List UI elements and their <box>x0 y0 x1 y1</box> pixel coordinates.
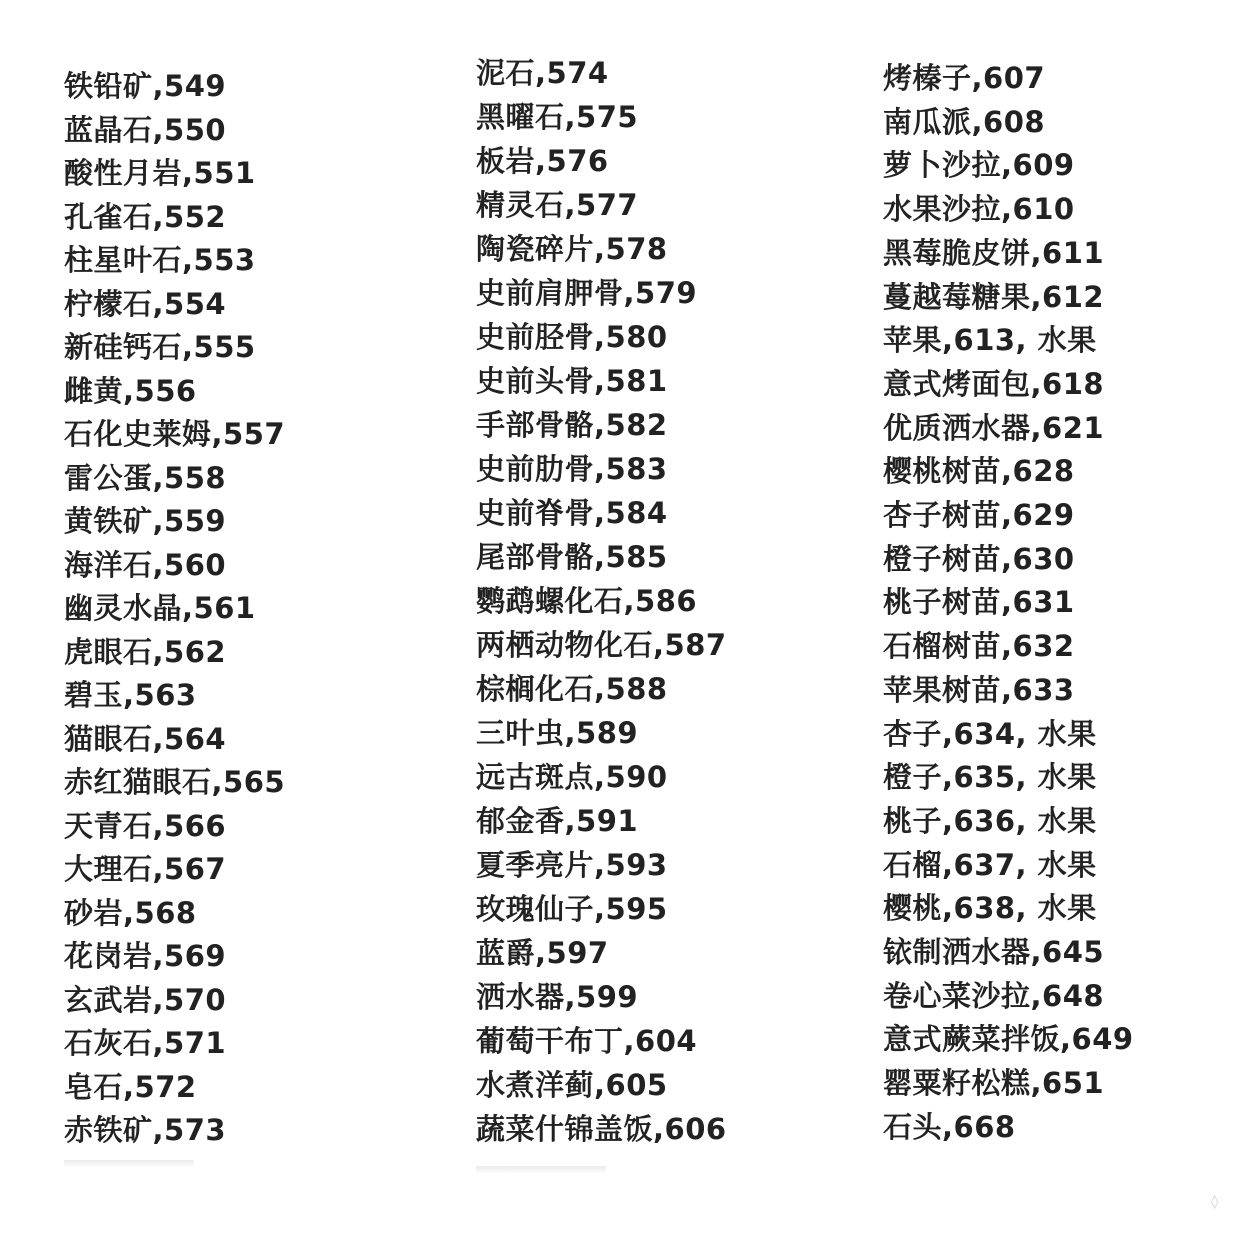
list-item: 杏子,634, 水果 <box>883 716 1097 751</box>
list-item: 泥石,574 <box>476 56 609 90</box>
list-item: 三叶虫,589 <box>476 716 639 750</box>
list-item: 苹果,613, 水果 <box>883 323 1097 358</box>
list-item: 郁金香,591 <box>476 804 639 838</box>
list-item: 砂岩,568 <box>64 895 197 930</box>
list-item: 橙子,635, 水果 <box>883 760 1097 795</box>
list-item: 赤铁矿,573 <box>64 1113 227 1147</box>
list-item: 桃子,636, 水果 <box>883 803 1097 838</box>
list-item: 史前肩胛骨,579 <box>476 276 698 310</box>
list-item: 虎眼石,562 <box>64 634 227 669</box>
list-item: 精灵石,577 <box>476 188 639 222</box>
list-item: 南瓜派,608 <box>883 104 1046 139</box>
list-item: 新硅钙石,555 <box>64 330 256 364</box>
list-item: 花岗岩,569 <box>64 939 227 973</box>
list-item: 黑曜石,575 <box>476 100 639 134</box>
list-item: 碧玉,563 <box>64 678 197 712</box>
list-item: 烤榛子,607 <box>883 61 1046 95</box>
list-item: 黄铁矿,559 <box>64 504 227 538</box>
list-item: 猫眼石,564 <box>64 721 227 756</box>
list-item: 石榴,637, 水果 <box>883 847 1097 882</box>
list-item: 意式烤面包,618 <box>883 366 1105 401</box>
list-item: 幽灵水晶,561 <box>64 591 256 625</box>
list-item: 杏子树苗,629 <box>883 498 1075 532</box>
list-item: 樱桃树苗,628 <box>883 454 1075 489</box>
list-item: 蔓越莓糖果,612 <box>883 279 1105 314</box>
list-item: 石头,668 <box>883 1109 1016 1144</box>
list-item: 苹果树苗,633 <box>883 672 1075 707</box>
list-item: 意式蕨菜拌饭,649 <box>883 1022 1134 1057</box>
list-item: 水煮洋蓟,605 <box>476 1068 668 1102</box>
list-item: 史前肋骨,583 <box>476 452 668 486</box>
list-item: 鹦鹉螺化石,586 <box>476 584 698 618</box>
list-item: 石灰石,571 <box>64 1026 227 1060</box>
cut-off-row <box>64 1160 194 1168</box>
list-item: 史前脊骨,584 <box>476 496 668 530</box>
list-item: 手部骨骼,582 <box>476 408 668 442</box>
list-item: 萝卜沙拉,609 <box>883 148 1075 183</box>
list-item: 史前头骨,581 <box>476 364 668 398</box>
list-item: 玫瑰仙子,595 <box>476 892 668 926</box>
list-item: 尾部骨骼,585 <box>476 540 668 574</box>
list-item: 铁铅矿,549 <box>64 69 227 103</box>
list-item: 橙子树苗,630 <box>883 541 1075 576</box>
list-item: 棕榈化石,588 <box>476 672 668 706</box>
list-item: 雌黄,556 <box>64 373 197 408</box>
list-item: 天青石,566 <box>64 808 227 843</box>
list-item: 孔雀石,552 <box>64 199 227 234</box>
list-item: 铱制洒水器,645 <box>883 935 1105 969</box>
list-item: 雷公蛋,558 <box>64 460 227 495</box>
list-item: 蔬菜什锦盖饭,606 <box>476 1112 727 1146</box>
list-item: 柠檬石,554 <box>64 286 227 321</box>
list-item: 酸性月岩,551 <box>64 156 256 190</box>
list-item: 玄武岩,570 <box>64 982 227 1017</box>
list-item: 夏季亮片,593 <box>476 848 668 882</box>
list-item: 优质洒水器,621 <box>883 410 1105 445</box>
list-item: 赤红猫眼石,565 <box>64 765 286 799</box>
list-item: 大理石,567 <box>64 852 227 886</box>
list-item: 石榴树苗,632 <box>883 629 1075 664</box>
list-item: 海洋石,560 <box>64 547 227 582</box>
list-item: 洒水器,599 <box>476 980 639 1014</box>
list-item: 卷心菜沙拉,648 <box>883 978 1105 1013</box>
list-item: 蓝晶石,550 <box>64 112 227 147</box>
list-item: 蓝爵,597 <box>476 936 609 970</box>
list-item: 两栖动物化石,587 <box>476 628 727 662</box>
list-item: 板岩,576 <box>476 144 609 178</box>
list-item: 史前胫骨,580 <box>476 320 668 354</box>
corner-mark-icon: ◊ <box>1211 1194 1218 1210</box>
list-item: 水果沙拉,610 <box>883 192 1075 227</box>
list-item: 桃子树苗,631 <box>883 585 1075 620</box>
list-item: 石化史莱姆,557 <box>64 417 286 451</box>
list-item: 罂粟籽松糕,651 <box>883 1066 1105 1101</box>
list-item: 柱星叶石,553 <box>64 243 256 277</box>
list-item: 陶瓷碎片,578 <box>476 232 668 266</box>
list-item: 樱桃,638, 水果 <box>883 891 1097 926</box>
list-item: 皂石,572 <box>64 1069 197 1104</box>
list-item: 黑莓脆皮饼,611 <box>883 235 1105 270</box>
list-item: 远古斑点,590 <box>476 760 668 794</box>
cut-off-row <box>476 1166 606 1174</box>
list-item: 葡萄干布丁,604 <box>476 1024 698 1058</box>
